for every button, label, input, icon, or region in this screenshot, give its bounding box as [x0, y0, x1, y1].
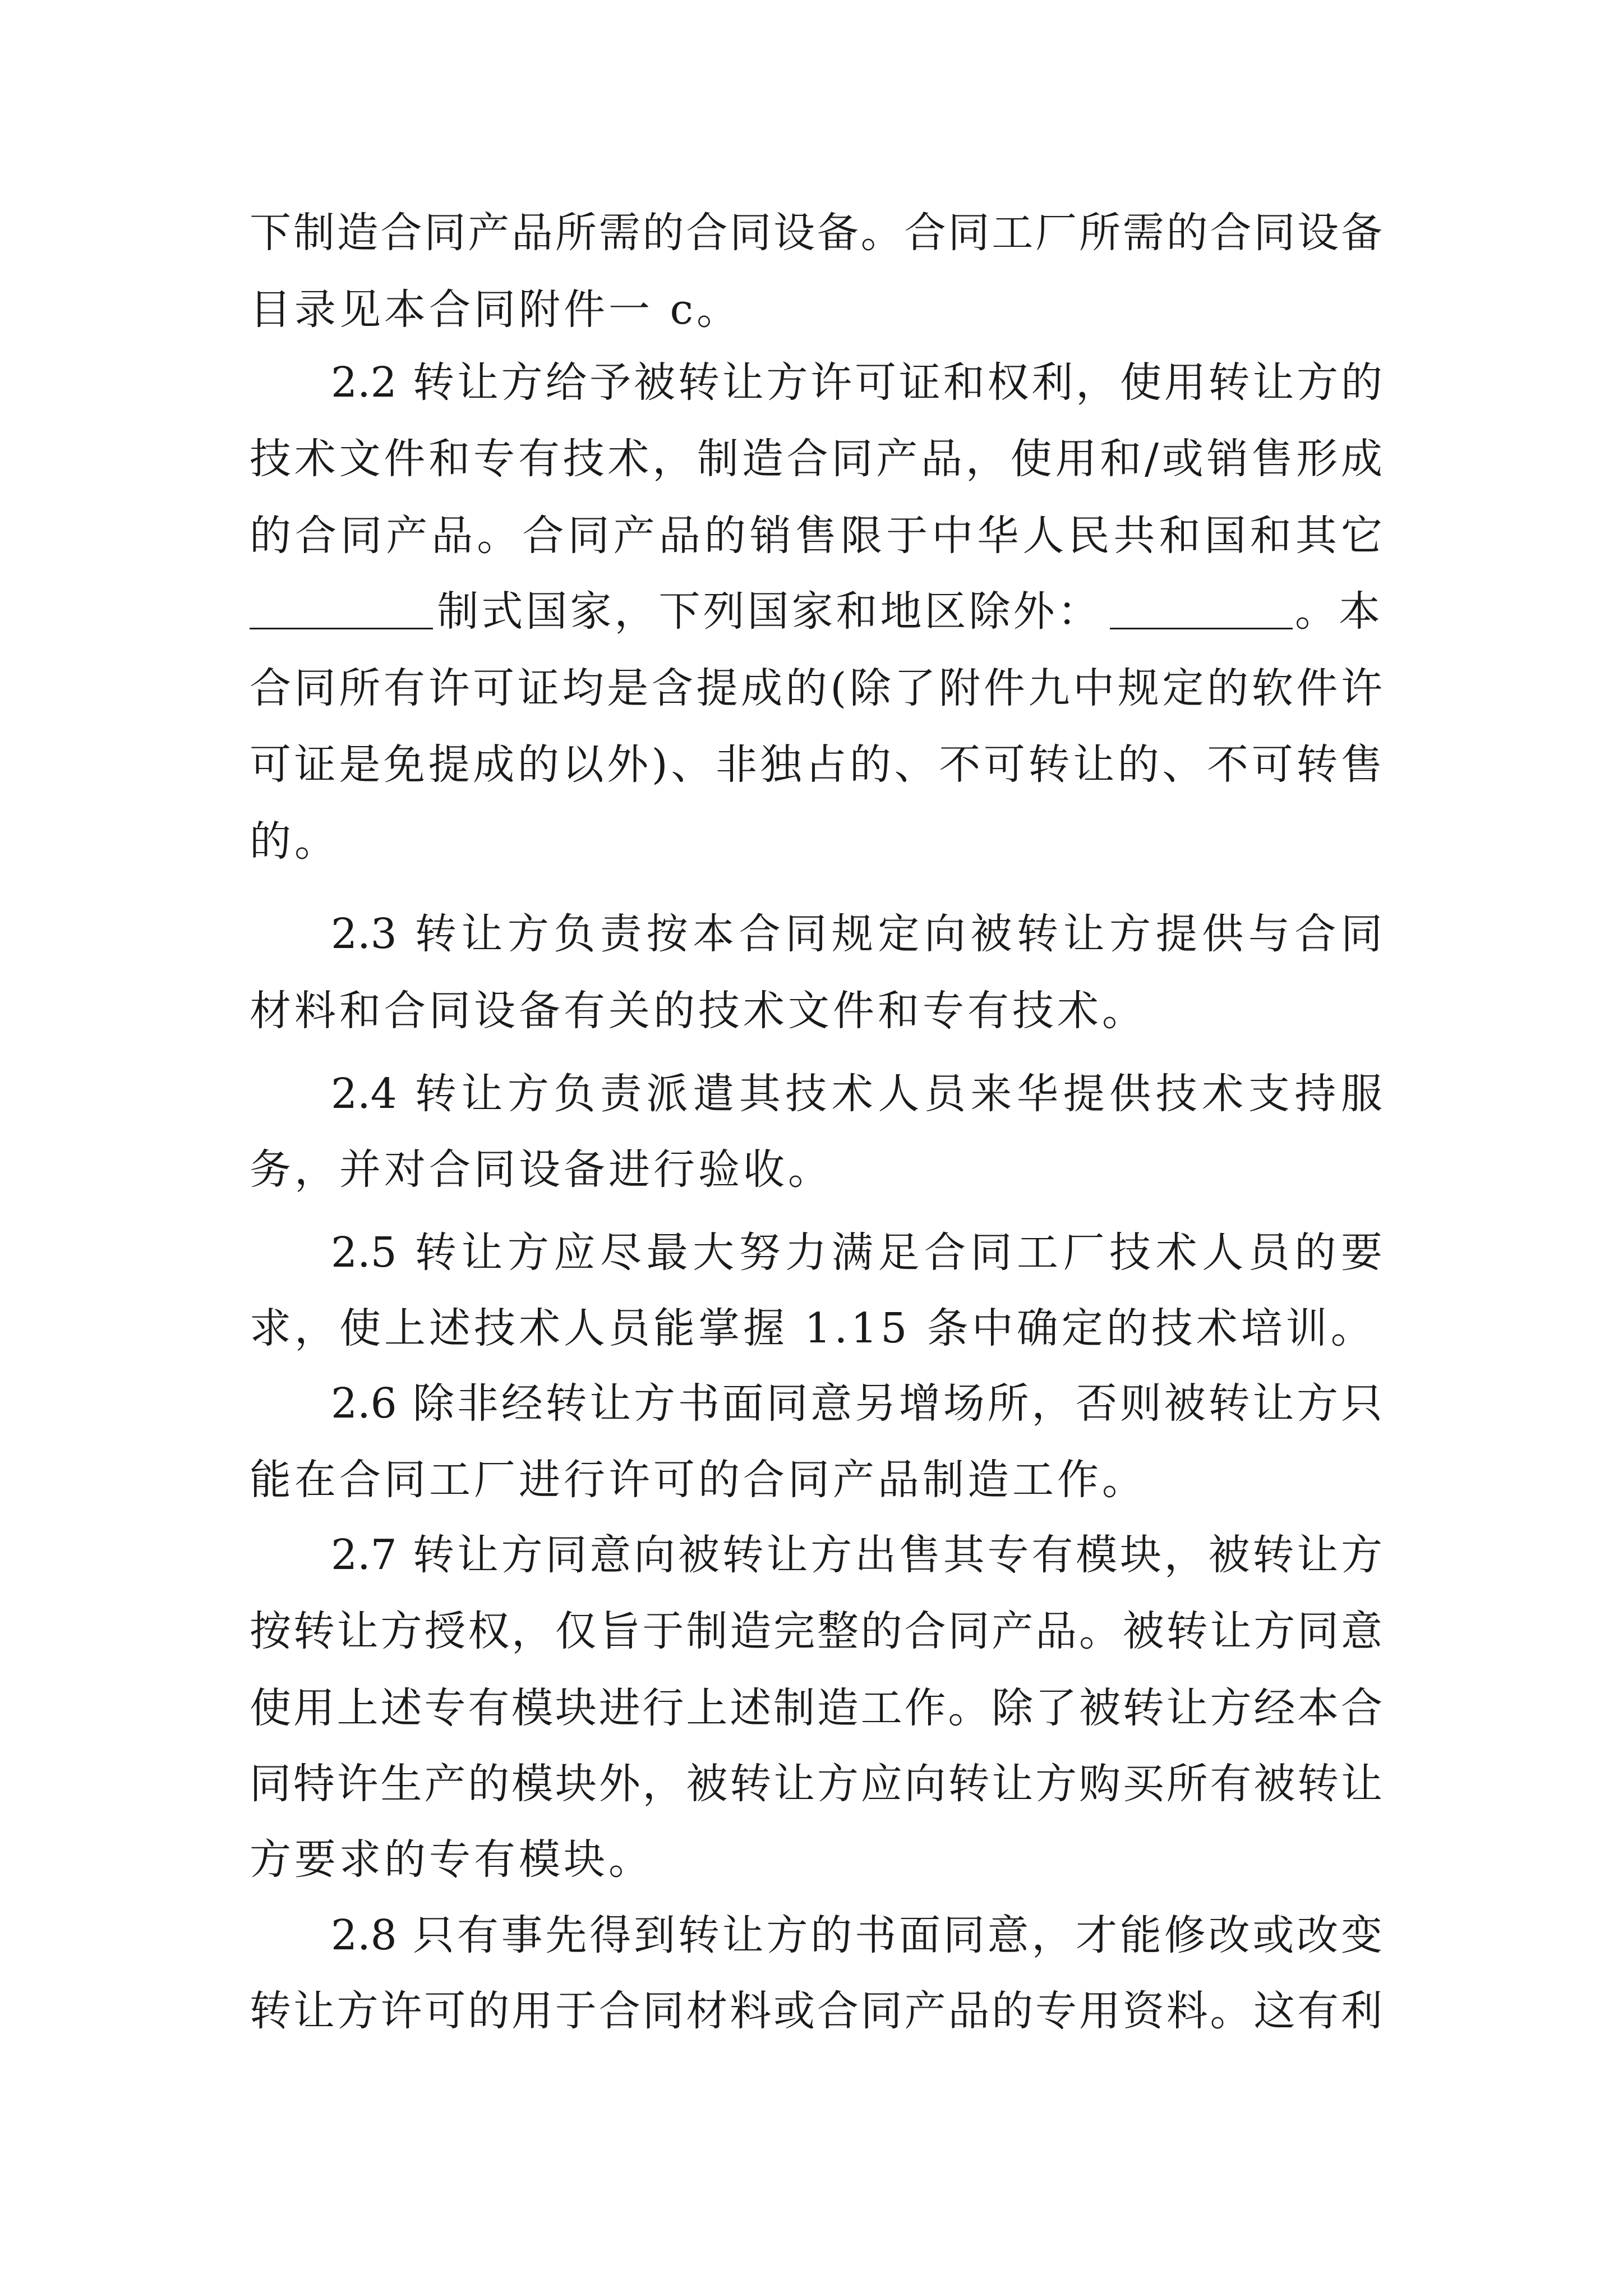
text-segment: 制式国家，下列国家和地区除外：	[437, 587, 1102, 636]
text-line: 技术文件和专有技术，制造合同产品，使用和/或销售形成	[250, 435, 1382, 483]
text-line: 下制造合同产品所需的合同设备。合同工厂所需的合同设备	[250, 209, 1382, 257]
text-line: 务，并对合同设备进行验收。	[250, 1145, 833, 1194]
text-segment: 。本	[1295, 587, 1382, 636]
clause-2-5-line: 2.5 转让方应尽最大努力满足合同工厂技术人员的要	[331, 1228, 1382, 1277]
clause-2-2-line: 2.2 转让方给予被转让方许可证和权利，使用转让方的	[331, 358, 1382, 407]
text-line: 方要求的专有模块。	[250, 1835, 653, 1884]
blank-underline	[1110, 594, 1293, 629]
text-line: 能在合同工厂进行许可的合同产品制造工作。	[250, 1456, 1147, 1504]
text-line: 求，使上述技术人员能掌握 1.15 条中确定的技术培训。	[250, 1304, 1376, 1352]
text-line: 材料和合同设备有关的技术文件和专有技术。	[250, 987, 1147, 1035]
blank-fill-line	[250, 583, 1382, 639]
text-line: 转让方许可的用于合同材料或合同产品的专用资料。这有利	[250, 1987, 1382, 2035]
text-line: 合同所有许可证均是含提成的(除了附件九中规定的软件许	[250, 664, 1382, 712]
clause-2-4-line: 2.4 转让方负责派遣其技术人员来华提供技术支持服	[331, 1070, 1382, 1118]
text-line: 的。	[250, 817, 339, 866]
clause-2-8-line: 2.8 只有事先得到转让方的书面同意，才能修改或改变	[331, 1911, 1382, 1959]
clause-2-6-line: 2.6 除非经转让方书面同意另增场所，否则被转让方只	[331, 1379, 1382, 1428]
text-line: 同特许生产的模块外，被转让方应向转让方购买所有被转让	[250, 1760, 1382, 1808]
text-line: 目录见本合同附件一 c。	[250, 286, 741, 334]
clause-2-3-line: 2.3 转让方负责按本合同规定向被转让方提供与合同	[331, 910, 1382, 958]
text-line: 按转让方授权，仅旨于制造完整的合同产品。被转让方同意	[250, 1607, 1382, 1655]
blank-underline	[250, 594, 433, 629]
text-line: 的合同产品。合同产品的销售限于中华人民共和国和其它	[250, 512, 1382, 560]
text-line: 可证是免提成的以外)、非独占的、不可转让的、不可转售	[250, 740, 1382, 789]
text-line: 使用上述专有模块进行上述制造工作。除了被转让方经本合	[250, 1684, 1382, 1732]
clause-2-7-line: 2.7 转让方同意向被转让方出售其专有模块，被转让方	[331, 1531, 1382, 1579]
